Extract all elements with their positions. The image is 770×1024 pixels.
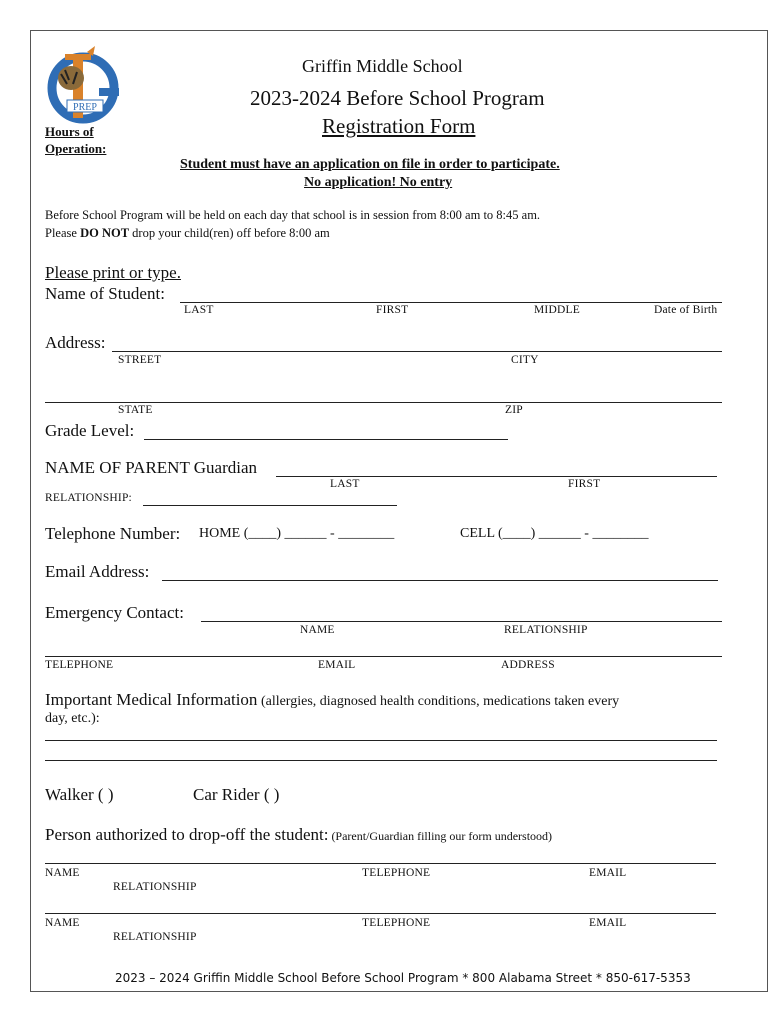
auth1-telephone-label: TELEPHONE [362,867,431,879]
hours-label-2: Operation: [45,141,107,156]
intro-line-2: Please DO NOT drop your child(ren) off before 8:00 am [45,226,330,240]
footer-text: 2023 – 2024 Griffin Middle School Before School Program * 800 Alabama Street * 850-617-5353 [115,971,691,985]
emergency-name-field[interactable] [201,621,722,622]
address-street-field[interactable] [112,351,722,352]
student-name-field[interactable] [180,302,722,303]
relationship-label: RELATIONSHIP: [45,492,132,504]
student-middle-label: MIDDLE [534,304,580,316]
student-dob-label: Date of Birth [654,304,718,316]
auth2-relationship-label: RELATIONSHIP [113,931,197,943]
auth1-relationship-label: RELATIONSHIP [113,881,197,893]
medical-note-cont: day, etc.): [45,711,100,726]
student-first-label: FIRST [376,304,409,316]
authorized-2-field[interactable] [45,913,716,914]
email-label: Email Address: [45,562,150,581]
walker-option[interactable]: Walker ( ) [45,785,114,804]
authorized-heading: Person authorized to drop-off the student: (Parent/Guardian filling our form understood) [45,825,553,844]
grade-field[interactable] [144,439,508,440]
emergency-label: Emergency Contact: [45,603,184,622]
parent-label: NAME OF PARENT Guardian [45,458,258,477]
address-label: Address: [45,333,106,352]
auth2-telephone-label: TELEPHONE [362,917,431,929]
zip-label: ZIP [505,404,523,416]
state-label: STATE [118,404,153,416]
svg-text:PREP: PREP [73,102,97,113]
auth1-email-label: EMAIL [589,867,627,879]
emergency-relationship-label: RELATIONSHIP [504,624,588,636]
school-name: Griffin Middle School [302,56,463,76]
car-rider-option[interactable]: Car Rider ( ) [193,785,280,804]
address-state-field[interactable] [45,402,722,403]
medical-field-1[interactable] [45,740,717,741]
notice-line-1: Student must have an application on file in order to participate. [180,157,560,172]
medical-heading: Important Medical Information (allergies, diagnosed health conditions, medications taken every [45,690,620,709]
parent-first-label: FIRST [568,478,601,490]
cell-phone-field[interactable]: CELL (____) ______ - ________ [460,526,649,541]
medical-field-2[interactable] [45,760,717,761]
title-line-2: Registration Form [322,114,476,138]
emergency-address-label: ADDRESS [501,659,555,671]
emergency-contact-field[interactable] [45,656,722,657]
title-line-1: 2023-2024 Before School Program [250,86,545,110]
griffin-prep-logo [47,44,127,128]
emergency-telephone-label: TELEPHONE [45,659,114,671]
student-name-label: Name of Student: [45,284,165,303]
notice-line-2: No application! No entry [304,175,453,190]
telephone-label: Telephone Number: [45,524,181,543]
print-note: Please print or type. [45,263,181,282]
authorized-1-field[interactable] [45,863,716,864]
city-label: CITY [511,354,539,366]
emergency-name-label: NAME [300,624,335,636]
auth1-name-label: NAME [45,867,80,879]
auth2-name-label: NAME [45,917,80,929]
home-phone-field[interactable]: HOME (____) ______ - ________ [199,526,395,541]
relationship-field[interactable] [143,505,397,506]
email-field[interactable] [162,580,718,581]
parent-last-label: LAST [330,478,360,490]
parent-name-field[interactable] [276,476,717,477]
intro-line-1: Before School Program will be held on each day that school is in session from 8:00 am to 8:45 am. [45,208,541,222]
student-last-label: LAST [184,304,214,316]
hours-label-1: Hours of [45,124,94,139]
emergency-email-label: EMAIL [318,659,356,671]
auth2-email-label: EMAIL [589,917,627,929]
street-label: STREET [118,354,162,366]
grade-label: Grade Level: [45,421,135,440]
